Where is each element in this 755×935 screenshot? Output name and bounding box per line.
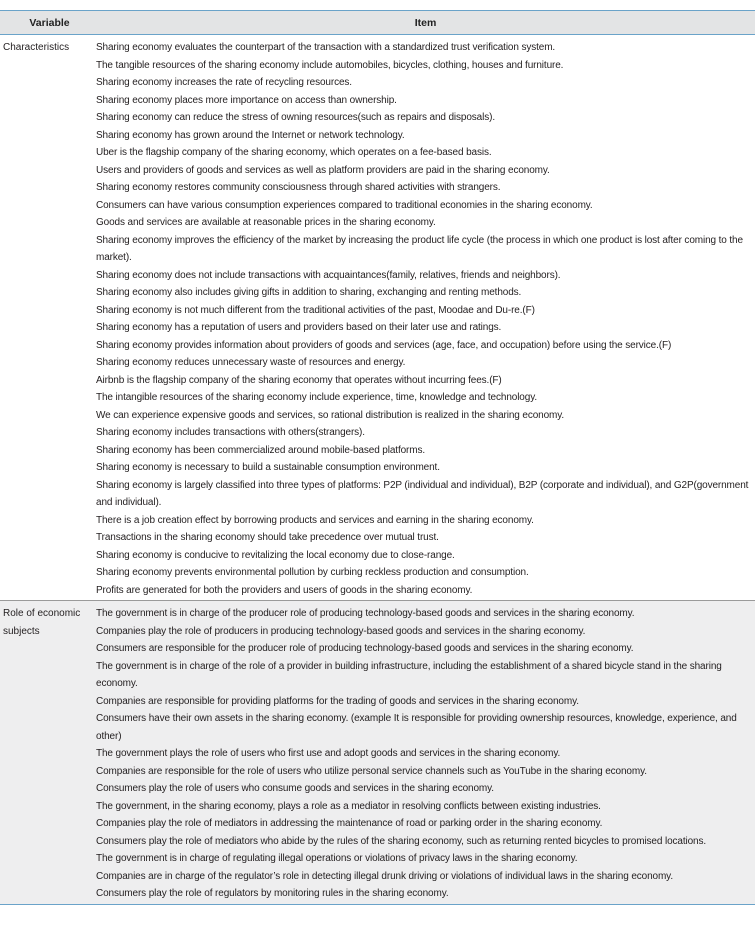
item-text: Consumers play the role of regulators by monitoring rules in the sharing economy. [96,888,449,899]
item-text: Sharing economy places more importance on access than ownership. [96,94,397,106]
item-text: Consumers can have various consumption experiences compared to traditional economies in the sharing economy. [96,199,593,211]
item-text: The government is in charge of the producer role of producing technology-based goods and services in the sharing economy. [96,608,635,619]
item-text: Transactions in the sharing economy should take precedence over mutual trust. [96,532,439,543]
item-text: The government is in charge of regulating illegal operations or violations of privacy laws in the sharing economy. [96,853,578,864]
item-text: Sharing economy increases the rate of recycling resources. [96,77,352,88]
item-text: There is a job creation effect by borrowing products and services and earning in the sharing economy. [96,514,534,526]
item-text: Sharing economy is conducive to revitalizing the local economy due to close-range. [96,549,455,561]
item-text: Companies are responsible for the role of users who utilize personal service channels such as YouTube in the sharing economy. [96,765,647,777]
table-group-row [0,600,755,904]
item-text: Sharing economy can reduce the stress of owning resources(such as repairs and disposals). [96,112,495,123]
item-text: Sharing economy has a reputation of users and providers based on their later use and ratings. [96,322,502,333]
item-text: Sharing economy has grown around the Internet or network technology. [96,129,405,141]
item-text: Sharing economy prevents environmental pollution by curbing reckless production and consumption. [96,567,529,578]
item-text: Uber is the flagship company of the sharing economy, which operates on a fee-based basis. [96,147,492,158]
item-text: The government, in the sharing economy, plays a role as a mediator in resolving conflicts between existing industries. [96,800,601,812]
item-text: Airbnb is the flagship company of the sharing economy that operates without incurring fees.(F) [96,374,502,386]
survey-items-table [0,10,755,905]
item-text: Sharing economy provides information about providers of goods and services (age, face, and occupation) before using the service.(F) [96,339,672,351]
header-item: Item [414,16,437,29]
item-text: The intangible resources of the sharing economy include experience, time, knowledge and technology. [96,392,537,403]
table-group-row [0,35,755,600]
item-text: Sharing economy restores community consciousness through shared activities with strangers. [96,182,501,193]
variable-cell: Role of economic subjects [3,608,81,637]
item-text: The government is in charge of the role of a provider in building infrastructure, including the establishment of a shared bicycle stand in the sharing economy. [96,660,722,689]
item-text: Sharing economy includes transactions with others(strangers). [96,427,365,438]
item-text: The government plays the role of users who first use and adopt goods and services in the sharing economy. [96,748,561,759]
item-text: Sharing economy reduces unnecessary waste of resources and energy. [96,357,406,368]
items-cell [96,35,755,600]
item-text: Companies play the role of producers in producing technology-based goods and services in the sharing economy. [96,625,586,637]
item-text: We can experience expensive goods and services, so rational distribution is realized in the sharing economy. [96,409,565,421]
item-text: Consumers have their own assets in the sharing economy. (example It is responsible for providing ownership resources, knowledge, experience, and other) [96,713,737,742]
item-text: Sharing economy is not much different from the traditional activities of the past, Moodae and Du-re.(F) [96,304,535,316]
table-header [0,11,755,35]
item-text: Users and providers of goods and services as well as platform providers are paid in the sharing economy. [96,164,550,176]
item-text: Sharing economy has been commercialized around mobile-based platforms. [96,444,425,456]
item-text: Profits are generated for both the providers and users of goods in the sharing economy. [96,584,473,596]
item-text: Sharing economy evaluates the counterpart of the transaction with a standardized trust verification system. [96,42,556,53]
item-text: Sharing economy is largely classified into three types of platforms: P2P (individual and individual), B2P (corporate and individual), and G2P(government and individual). [96,479,749,508]
item-text: Companies are in charge of the regulator’s role in detecting illegal drunk driving or violations of individual laws in the sharing economy. [96,870,673,882]
item-text: Consumers play the role of mediators who abide by the rules of the sharing economy, such as returning rented bicycles to promised locations. [96,835,707,847]
table-body [0,35,755,904]
item-text: Consumers play the role of users who consume goods and services in the sharing economy. [96,783,494,794]
item-text: Companies play the role of mediators in addressing the maintenance of road or parking order in the sharing economy. [96,818,603,829]
item-text: Sharing economy improves the efficiency of the market by increasing the product life cycle (the process in which one product is lost after coming to the market). [96,234,743,263]
item-text: Sharing economy does not include transactions with acquaintances(family, relatives, friends and neighbors). [96,269,561,281]
item-text: Sharing economy also includes giving gifts in addition to sharing, exchanging and renting methods. [96,287,522,298]
item-text: The tangible resources of the sharing economy include automobiles, bicycles, clothing, houses and furniture. [96,59,564,71]
item-text: Companies are responsible for providing platforms for the trading of goods and services in the sharing economy. [96,695,579,707]
items-cell [96,601,755,904]
item-text: Sharing economy is necessary to build a sustainable consumption environment. [96,462,440,473]
variable-cell: Characteristics [3,42,70,53]
item-text: Consumers are responsible for the producer role of producing technology-based goods and services in the sharing economy. [96,643,634,654]
item-text: Goods and services are available at reasonable prices in the sharing economy. [96,217,436,228]
header-variable: Variable [29,16,70,29]
